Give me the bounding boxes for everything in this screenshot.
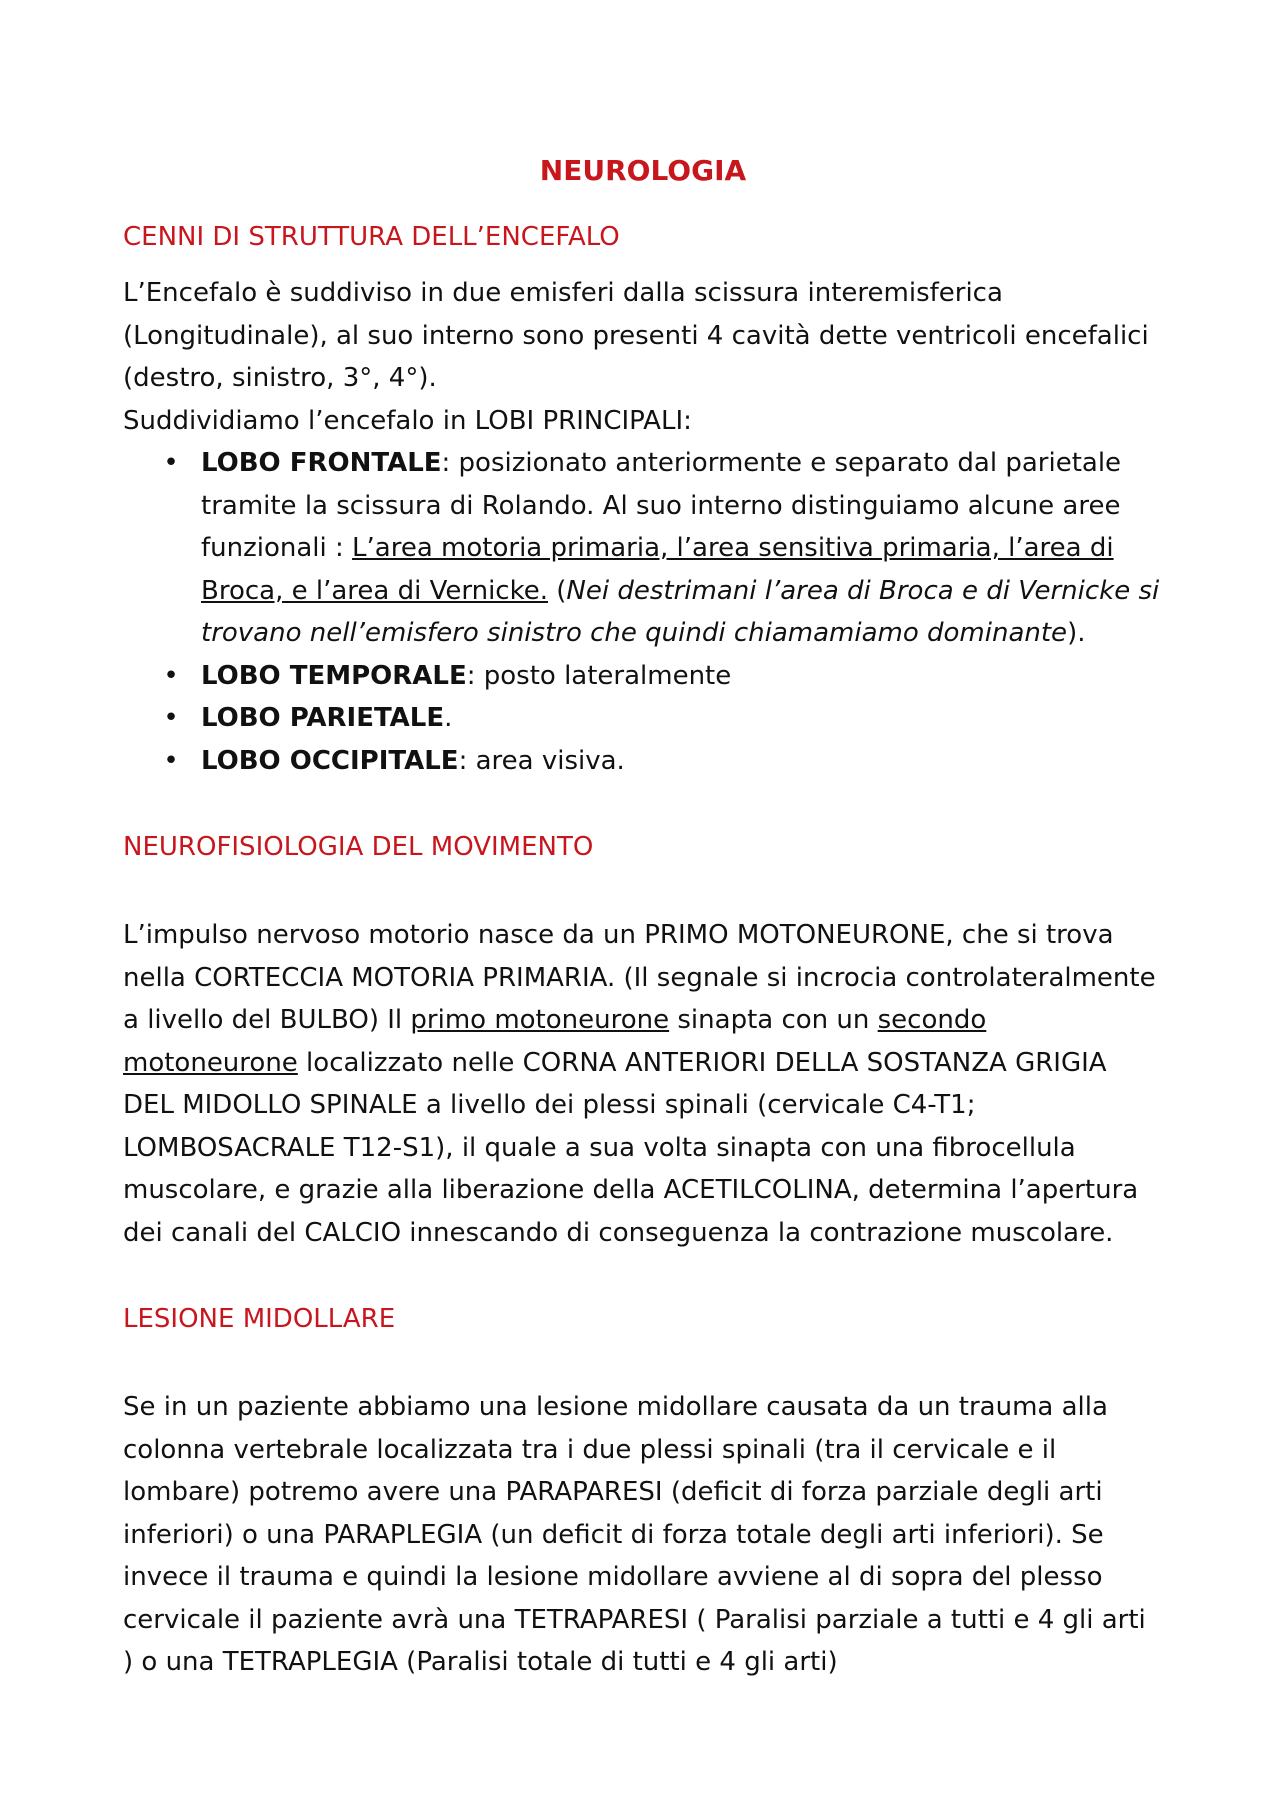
bullet-icon: • — [163, 660, 179, 691]
bullet-icon: • — [163, 448, 179, 478]
section-heading-lesione: LESIONE MIDOLLARE — [123, 1304, 396, 1334]
lobe-description: : posto lateralmente — [466, 660, 732, 691]
section-heading-struttura: CENNI DI STRUTTURA DELL’ENCEFALO — [123, 222, 620, 252]
underlined-primo-motoneurone: primo motoneurone — [410, 1005, 670, 1035]
document-title: NEUROLOGIA — [539, 154, 747, 187]
lobe-description: : area visiva. — [458, 745, 625, 776]
paragraph-lobi-intro: Suddividiamo l’encefalo in LOBI PRINCIPALI: — [123, 405, 692, 436]
lobe-name: LOBO TEMPORALE — [201, 660, 467, 691]
bullet-icon: • — [163, 745, 179, 776]
text-run: sinapta con un — [669, 1005, 878, 1035]
lobe-description: : posizionato anteriormente e separato dal parietale tramite la scissura di Rolando. Al suo interno distinguiamo alcune aree funzionali : — [201, 448, 1122, 563]
lobe-name: LOBO OCCIPITALE — [201, 745, 459, 776]
lobe-name: LOBO PARIETALE — [201, 703, 445, 733]
text-run: localizzato nelle CORNA ANTERIORI DELLA SOSTANZA GRIGIA DEL MIDOLLO SPINALE a livello dei plessi spinali (cervicale C4-T1; LOMBOSACRALE T12-S1), il quale a sua volta sinapta con una fibrocellula muscolare, e grazie alla liberazione della ACETILCOLINA, determina l’apertura dei canali del CALCIO innescando di conseguenza la contrazione muscolare. — [123, 1047, 1139, 1248]
open-paren: ( — [548, 575, 567, 606]
paragraph-impulso-motorio — [123, 914, 1163, 1254]
list-item-lobo-frontale — [123, 442, 1163, 655]
list-item-lobo-temporale — [123, 655, 1163, 698]
list-item-lobo-occipitale — [123, 740, 1163, 783]
list-item-lobo-parietale — [123, 697, 1163, 740]
lobe-description: . — [444, 703, 453, 733]
italic-note: Nei destrimani l’area di Broca e di Vernicke si trovano nell’emisfero sinistro che quindi chiamamiamo dominante — [201, 575, 1160, 648]
text-run: L’impulso nervoso motorio nasce da un PRIMO MOTONEURONE, che si trova nella CORTECCIA MOTORIA PRIMARIA. (Il segnale si incrocia controlateralmente a livello del BULBO) Il — [123, 920, 1156, 1035]
bullet-icon: • — [163, 703, 179, 733]
lobe-name: LOBO FRONTALE — [201, 448, 442, 478]
document-page — [123, 150, 1163, 1684]
underlined-areas: L’area motoria primaria, l’area sensitiva primaria, l’area di Broca, e l’area di Vernicke. — [201, 533, 1114, 606]
lobes-list — [123, 442, 1163, 782]
underlined-secondo-motoneurone: secondo motoneurone — [123, 1005, 987, 1078]
section-heading-neurofisiologia: NEUROFISIOLOGIA DEL MOVIMENTO — [123, 832, 594, 862]
paragraph-lesione-midollare: Se in un paziente abbiamo una lesione midollare causata da un trauma alla colonna vertebrale localizzata tra i due plessi spinali (tra il cervicale e il lombare) potremo avere una PARAPARESI (deficit di forza parziale degli arti inferiori) o una PARAPLEGIA (un deficit di forza totale degli arti inferiori). Se invece il trauma e quindi la lesione midollare avviene al di sopra del plesso cervicale il paziente avrà una TETRAPARESI ( Paralisi parziale a tutti e 4 gli arti ) o una TETRAPLEGIA (Paralisi totale di tutti e 4 gli arti) — [123, 1392, 1146, 1677]
close-paren: ). — [1067, 618, 1086, 648]
paragraph-emisferi: L’Encefalo è suddiviso in due emisferi dalla scissura interemisferica (Longitudinale), al suo interno sono presenti 4 cavità dette ventricoli encefalici (destro, sinistro, 3°, 4°). — [123, 278, 1149, 393]
